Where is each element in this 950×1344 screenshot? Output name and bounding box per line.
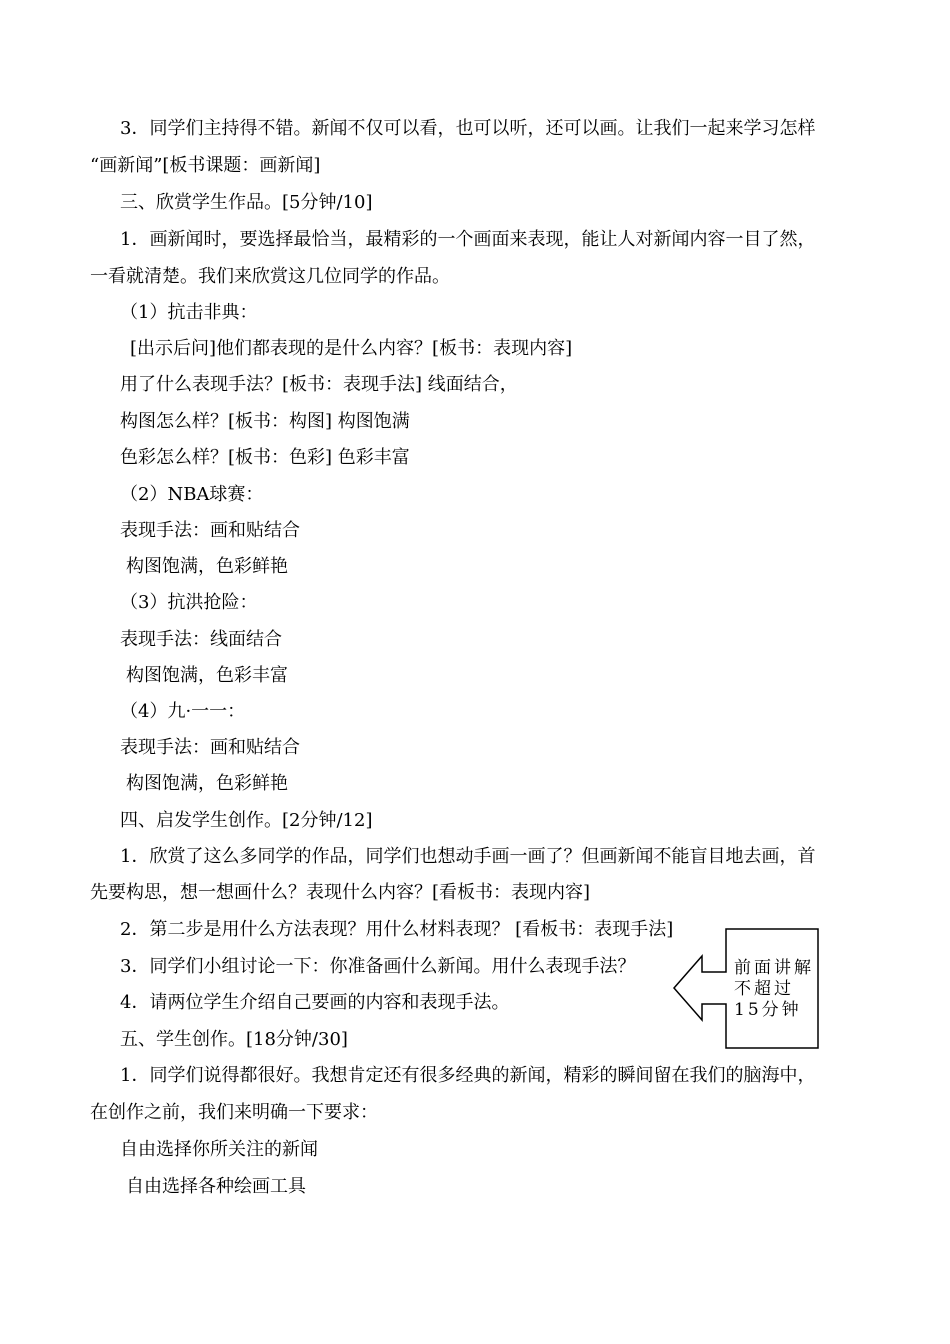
paragraph-s5-1-line-2: 在创作之前，我们来明确一下要求： [90, 1102, 378, 1123]
list-line: 表现手法：画和贴结合 [120, 737, 300, 758]
list-line: 表现手法：画和贴结合 [120, 520, 300, 541]
callout-arrow-box [672, 928, 822, 1050]
paragraph-s3-1-line-1: 1．画新闻时，要选择最恰当，最精彩的一个画面来表现，能让人对新闻内容一目了然， [120, 229, 816, 250]
item-heading-2: （2）NBA球赛： [120, 484, 264, 505]
list-line: 构图饱满，色彩鲜艳 [126, 773, 288, 794]
list-line: 色彩怎么样？[板书：色彩] 色彩丰富 [120, 447, 410, 468]
paragraph-s4-3: 3．同学们小组讨论一下：你准备画什么新闻。用什么表现手法？ [120, 956, 636, 977]
section-heading-3: 三、欣赏学生作品。[5分钟/10] [120, 192, 373, 213]
list-line: [出示后问]他们都表现的是什么内容？[板书：表现内容] [130, 338, 573, 359]
callout-text: 前面讲解不超过15分钟 [734, 958, 814, 1020]
section-heading-5: 五、学生创作。[18分钟/30] [120, 1029, 348, 1050]
item-heading-1: （1）抗击非典： [120, 302, 258, 323]
item-heading-4: （4）九·一一： [120, 701, 246, 722]
paragraph-3-line-1: 3．同学们主持得不错。新闻不仅可以看，也可以听，还可以画。让我们一起来学习怎样 [120, 118, 816, 139]
paragraph-s4-1-line-1: 1．欣赏了这么多同学的作品，同学们也想动手画一画了？但画新闻不能盲目地去画，首 [120, 846, 816, 867]
paragraph-s4-2: 2．第二步是用什么方法表现？用什么材料表现？ [看板书：表现手法] [120, 919, 674, 940]
list-line: 构图饱满，色彩丰富 [126, 665, 288, 686]
section-heading-4: 四、启发学生创作。[2分钟/12] [120, 810, 373, 831]
paragraph-s5-1-line-1: 1．同学们说得都很好。我想肯定还有很多经典的新闻，精彩的瞬间留在我们的脑海中， [120, 1065, 816, 1086]
list-line: 构图饱满，色彩鲜艳 [126, 556, 288, 577]
item-heading-3: （3）抗洪抢险： [120, 592, 258, 613]
paragraph-s4-4: 4．请两位学生介绍自己要画的内容和表现手法。 [120, 992, 510, 1013]
paragraph-3-line-2: “画新闻”[板书课题：画新闻] [90, 155, 321, 176]
list-line: 表现手法：线面结合 [120, 629, 282, 650]
requirement-line: 自由选择你所关注的新闻 [120, 1139, 318, 1160]
list-line: 构图怎么样？[板书：构图] 构图饱满 [120, 411, 410, 432]
list-line: 用了什么表现手法？[板书：表现手法] 线面结合， [120, 374, 518, 395]
requirement-line: 自由选择各种绘画工具 [126, 1176, 306, 1197]
paragraph-s3-1-line-2: 一看就清楚。我们来欣赏这几位同学的作品。 [90, 266, 450, 287]
paragraph-s4-1-line-2: 先要构思，想一想画什么？表现什么内容？[看板书：表现内容] [90, 882, 591, 903]
